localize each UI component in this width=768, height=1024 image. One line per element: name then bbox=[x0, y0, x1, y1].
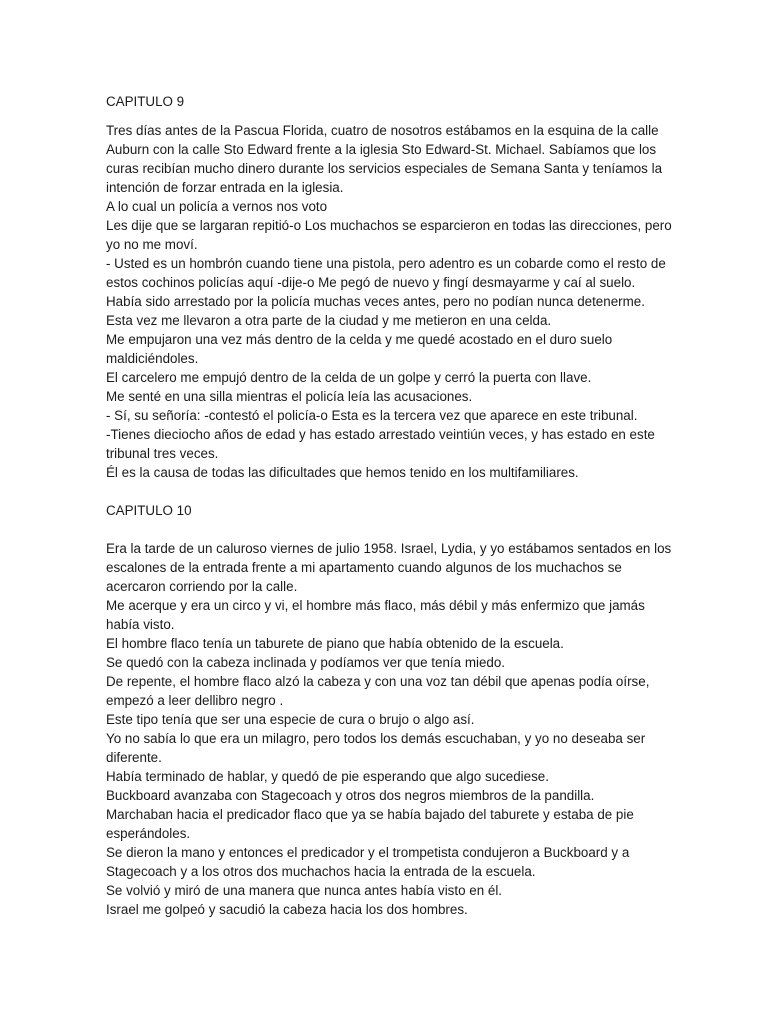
chapter-9-line: -Tienes dieciocho años de edad y has estado arrestado veintiún veces, y has estado en este tribunal tres veces. bbox=[106, 427, 655, 461]
chapter-9-heading: CAPITULO 9 bbox=[106, 94, 185, 109]
spacer bbox=[106, 520, 676, 539]
spacer bbox=[106, 111, 676, 121]
chapter-9-line: Tres días antes de la Pascua Florida, cuatro de nosotros estábamos en la esquina de la calle Auburn con la calle Sto Edward frente a la iglesia Sto Edward-St. Michael. Sabíamos que los curas recibían mucho dinero durante los servicios especiales de Semana Santa y teníamos la intención de forzar entrada en la iglesia. bbox=[106, 123, 663, 195]
chapter-9-line: Me empujaron una vez más dentro de la celda y me quedé acostado en el duro suelo maldiciéndoles. bbox=[106, 332, 613, 366]
chapter-10-line: Se dieron la mano y entonces el predicador y el trompetista condujeron a Buckboard y a Stagecoach y a los otros dos muchachos hacia la entrada de la escuela. bbox=[106, 845, 630, 879]
chapter-10-line: Había terminado de hablar, y quedó de pie esperando que algo sucediese. bbox=[106, 769, 549, 784]
spacer bbox=[106, 482, 676, 501]
document-page bbox=[106, 92, 676, 919]
chapter-10-line: Este tipo tenía que ser una especie de cura o brujo o algo así. bbox=[106, 712, 475, 727]
chapter-10-line: Era la tarde de un caluroso viernes de julio 1958. Israel, Lydia, y yo estábamos sentados en los escalones de la entrada frente a mi apartamento cuando algunos de los muchachos se acercaron corriendo por la calle. bbox=[106, 541, 672, 594]
chapter-10-line: Se volvió y miró de una manera que nunca antes había visto en él. bbox=[106, 883, 503, 898]
chapter-10-line: Marchaban hacia el predicador flaco que ya se había bajado del taburete y estaba de pie esperándoles. bbox=[106, 807, 634, 841]
chapter-10-line: Yo no sabía lo que era un milagro, pero todos los demás escuchaban, y yo no deseaba ser diferente. bbox=[106, 731, 646, 765]
chapter-9-line: El carcelero me empujó dentro de la celda de un golpe y cerró la puerta con llave. bbox=[106, 370, 592, 385]
chapter-10-line: De repente, el hombre flaco alzó la cabeza y con una voz tan débil que apenas podía oírse, empezó a leer dellibro negro . bbox=[106, 674, 650, 708]
chapter-9-line: Me senté en una silla mientras el policía leía las acusaciones. bbox=[106, 389, 473, 404]
chapter-9-line: - Sí, su señoría: -contestó el policía-o Esta es la tercera vez que aparece en este tribunal. bbox=[106, 408, 638, 423]
chapter-10-line: El hombre flaco tenía un taburete de piano que había obtenido de la escuela. bbox=[106, 636, 564, 651]
chapter-10-line: Buckboard avanzaba con Stagecoach y otros dos negros miembros de la pandilla. bbox=[106, 788, 595, 803]
chapter-9-line: A lo cual un policía a vernos nos voto bbox=[106, 199, 328, 214]
chapter-9-line: - Usted es un hombrón cuando tiene una pistola, pero adentro es un cobarde como el resto de estos cochinos policías aquí -dije-o Me pegó de nuevo y fingí desmayarme y caí al suelo. bbox=[106, 256, 666, 290]
chapter-9-line: Él es la causa de todas las dificultades que hemos tenido en los multifamiliares. bbox=[106, 465, 579, 480]
chapter-10-heading: CAPITULO 10 bbox=[106, 503, 192, 518]
chapter-10-line: Israel me golpeó y sacudió la cabeza hacia los dos hombres. bbox=[106, 902, 468, 917]
chapter-9-line: Les dije que se largaran repitió-o Los muchachos se esparcieron en todas las direcciones, pero yo no me moví. bbox=[106, 218, 672, 252]
chapter-10-line: Me acerque y era un circo y vi, el hombre más flaco, más débil y más enfermizo que jamás había visto. bbox=[106, 598, 645, 632]
chapter-9-line: Esta vez me llevaron a otra parte de la ciudad y me metieron en una celda. bbox=[106, 313, 552, 328]
chapter-10-line: Se quedó con la cabeza inclinada y podíamos ver que tenía miedo. bbox=[106, 655, 506, 670]
chapter-9-line: Había sido arrestado por la policía muchas veces antes, pero no podían nunca detenerme. bbox=[106, 294, 645, 309]
